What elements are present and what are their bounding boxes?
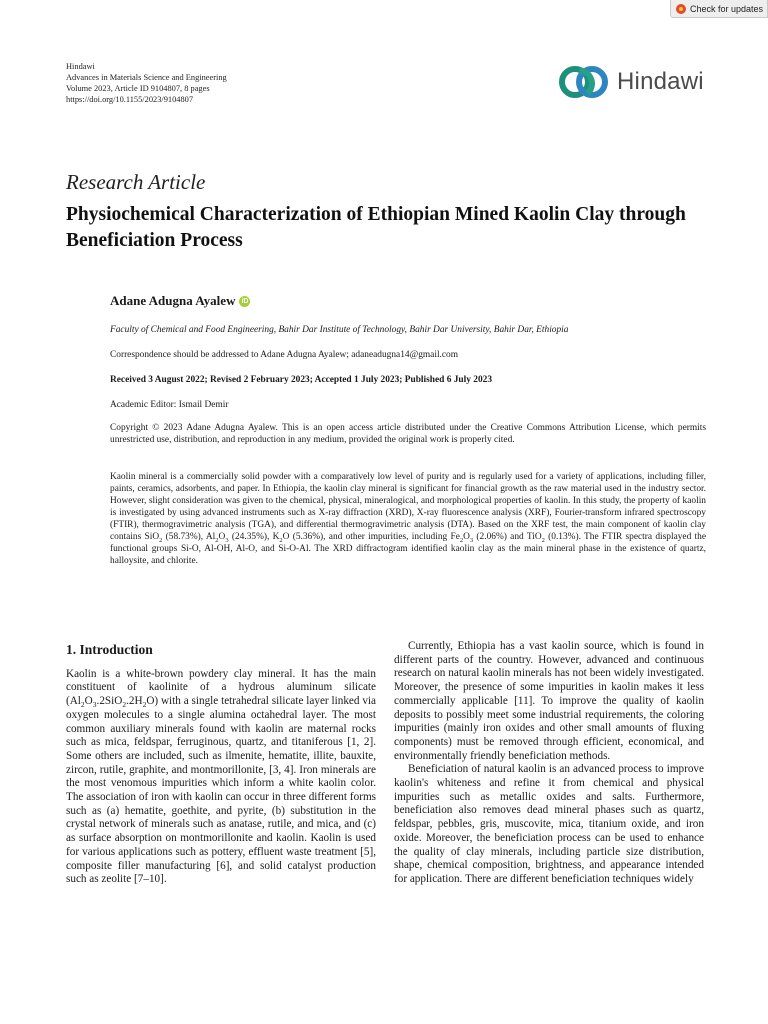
subscript: 2 (142, 700, 147, 710)
author-line (110, 293, 250, 309)
subscript: 2 (541, 536, 545, 544)
subscript: 3 (225, 536, 229, 544)
orcid-icon[interactable]: iD (241, 297, 249, 305)
abstract-text: O (5.36%), and other impurities, including Fe (282, 532, 460, 542)
check-for-updates-label: Check for updates (690, 3, 764, 14)
subscript: 2 (122, 700, 127, 710)
abstract-text: (58.73%), Al (162, 532, 216, 542)
academic-editor: Academic Editor: Ismail Demir (110, 400, 229, 410)
correspondence: Correspondence should be addressed to Adane Adugna Ayalew; adaneadugna14@gmail.com (110, 350, 459, 360)
abstract-text: (0.13%). The FTIR spectra displayed the functional groups Si-O, Al-OH, Al-O, and Si-O-Al. The XRD diffractogram identified kaolin clay as the main mineral phase in the existence of quartz, halloysite, and chlorite. (110, 532, 706, 566)
article-type: Research Article (66, 170, 206, 194)
paragraph (66, 668, 376, 887)
abstract-text: Kaolin mineral is a commercially solid powder with a comparatively low level of purity and is regularly used for a variety of applications, including filler, paints, ceramics, adsorbents, and paper. In Ethiopia, the kaolin clay mineral is significant for financial growth as the raw material used in the industry sector. However, slight consideration was given to the chemical, physical, mineralogical, and morphological properties of kaolin. In this study, the property of kaolin is investigated by using advanced instruments such as X-ray diffraction (XRD), X-ray fluorescence analysis (XRF), Fourier-transform infrared spectroscopy (FTIR), thermogravimetric analysis (TGA), and differential thermogravimetric analysis (DTA). Based on the XRF test, the main component of kaolin clay contains SiO (110, 472, 706, 542)
crossmark-icon (676, 4, 686, 14)
doi-link[interactable]: https://doi.org/10.1155/2023/9104807 (66, 95, 194, 104)
paragraph: Beneficiation of natural kaolin is an advanced process to improve kaolin's whiteness and refine it from chemical and physical impurities such as metallic oxides and salts. Furthermore, beneficiation also removes dead mineral phases such as quartz, feldspar, pebbles, gris, muscovite, mica, titanium oxide, and iron oxide. Moreover, the beneficiation process can be used to enhance the quality of clay minerals, including particle size distribution, shape, chemical composition, brightness, and appearance intended for application. There are different beneficiation techniques widely (394, 763, 704, 885)
subscript: 3 (469, 536, 474, 544)
publisher-name: Hindawi (66, 62, 95, 71)
subscript: 2 (80, 700, 85, 710)
affiliation: Faculty of Chemical and Food Engineering, Bahir Dar Institute of Technology, Bahir Dar University, Bahir Dar, Ethiopia (110, 325, 569, 335)
subscript: 3 (92, 700, 97, 710)
journal-meta (66, 61, 227, 105)
text-run: O (84, 695, 93, 708)
text-run: Kaolin is a white-brown powdery clay mineral. It has the main constituent of kaolinite of a hydrous aluminum silicate (Al (66, 667, 376, 708)
text-run: .2SiO (96, 695, 123, 708)
paragraph: Currently, Ethiopia has a vast kaolin source, which is found in different parts of the country. However, advanced and continuous research on natural kaolin minerals has not been widely investigated. Moreover, the presence of some impurities in kaolin makes it less commercially applicable [11]. To improve the quality of kaolin deposits to possibly meet some industrial requirements, the coloring impurities (mainly iron oxides and other small amounts of fluxing components) must be removed through efficient, economical, and environmentally friendly beneficiation methods. (394, 640, 704, 762)
journal-name: Advances in Materials Science and Engineering (66, 73, 227, 82)
hindawi-logo-icon (557, 64, 611, 100)
body-column-left (66, 640, 376, 887)
subscript: 2 (459, 536, 464, 544)
hindawi-logo-text: Hindawi (617, 68, 704, 95)
article-title: Physiochemical Characterization of Ethiopian Mined Kaolin Clay through Beneficiation Process (66, 204, 686, 251)
abstract-text: (2.06%) and TiO (473, 532, 542, 542)
author-name[interactable]: Adane Adugna Ayalew (110, 293, 236, 308)
body-column-right (394, 640, 704, 887)
text-run: .2H (126, 695, 143, 708)
text-run: O) with a single tetrahedral silicate layer linked via oxygen molecules to a single alumina octahedral layer. The most common auxiliary minerals found with kaolin are maternal rocks such as mica, feldspar, ferruginous, quartz, and titaniferous [1, 2]. Some others are included, such as ilmenite, hematite, illite, bauxite, zircon, rutile, graphite, and montmorillonite, [3, 4]. Iron minerals are the most venomous impurities which inform a white kaolin color. The association of iron with kaolin can occur in three different forms such as (a) hematite, goethite, and pyrite, (b) substitution in the crystal network of minerals such as anatase, rutile, and mica, and (c) as surface absorption on montmorillonite and kaolin. Kaolin is used for various applications such as pottery, effluent waste treatment [5], composite filler manufacturing [6], and solid catalyst production such as zeolite [7–10]. (66, 695, 376, 886)
abstract (110, 471, 706, 567)
publication-dates: Received 3 August 2022; Revised 2 February 2023; Accepted 1 July 2023; Published 6 July 2023 (110, 375, 493, 385)
section-heading: 1. Introduction (66, 642, 153, 657)
volume-line: Volume 2023, Article ID 9104807, 8 pages (66, 84, 210, 93)
subscript: 2 (279, 536, 283, 544)
subscript: 2 (215, 536, 219, 544)
copyright-notice: Copyright © 2023 Adane Adugna Ayalew. This is an open access article distributed under the Creative Commons Attribution License, which permits unrestricted use, distribution, and reproduction in any medium, provided the original work is properly cited. (110, 423, 706, 445)
check-for-updates-button[interactable] (670, 0, 768, 18)
subscript: 2 (159, 536, 163, 544)
abstract-text: O (218, 532, 226, 542)
abstract-text: (24.35%), K (228, 532, 280, 542)
hindawi-logo (557, 62, 717, 102)
abstract-text: O (463, 532, 470, 542)
